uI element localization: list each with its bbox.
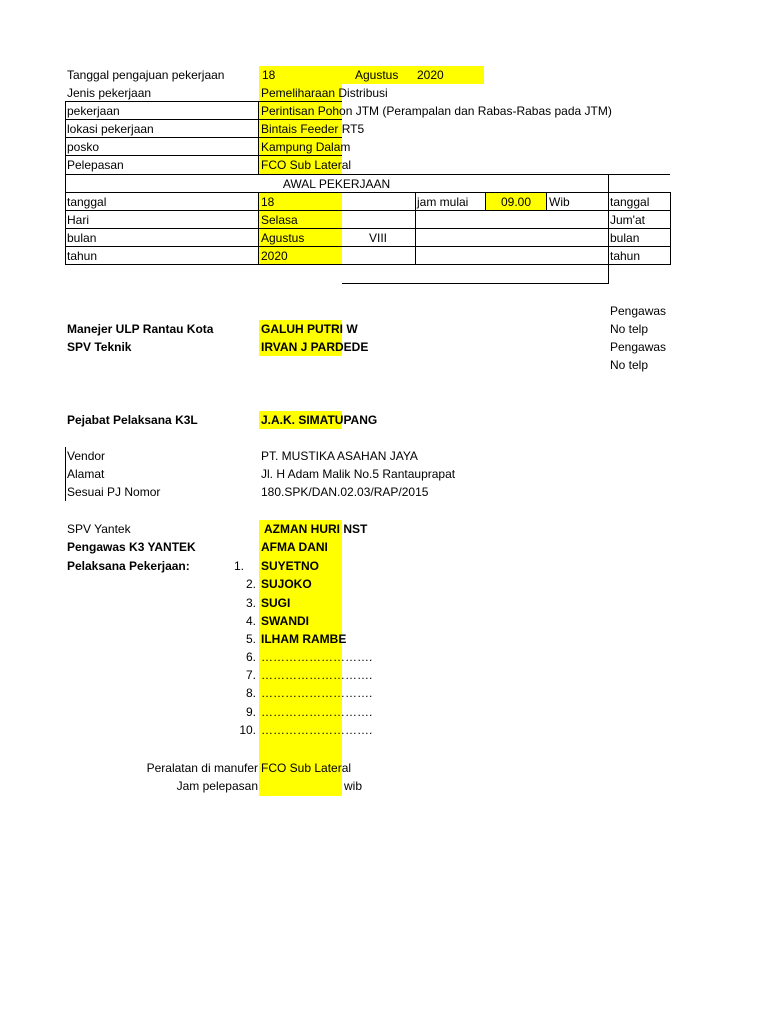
col-border	[258, 101, 259, 175]
lokasi-label: lokasi pekerjaan	[67, 122, 154, 136]
tahun-label: tahun	[67, 249, 98, 263]
worker-name: ILHAM RAMBE	[261, 632, 347, 646]
worker-num: 5.	[245, 632, 256, 646]
tahun-value: 2020	[261, 249, 288, 263]
akhir-tahun-label: tahun	[610, 249, 641, 263]
pekerjaan-label: pekerjaan	[67, 104, 120, 118]
worker-num: 1.	[233, 559, 244, 573]
pengawas-label-1: Pengawas	[610, 304, 667, 318]
wib-label: Wib	[549, 195, 570, 209]
jam-pelepasan-label: Jam pelepasan	[176, 779, 258, 793]
col-border	[670, 192, 671, 265]
worker-name: ……………………….	[261, 686, 373, 700]
col-border	[65, 101, 66, 265]
worker-name: ……………………….	[261, 723, 373, 737]
k3l-name: J.A.K. SIMATUPANG	[261, 413, 378, 427]
worker-name: SWANDI	[261, 614, 309, 628]
awal-tanggal-value: 18	[261, 195, 275, 209]
spv-yantek-name: AZMAN HURI NST	[264, 522, 368, 536]
akhir-hari-value: Jum'at	[610, 213, 645, 227]
worker-name: ……………………….	[261, 668, 373, 682]
bulan-roman: VIII	[369, 231, 388, 245]
row-border	[65, 264, 670, 265]
vendor-border	[65, 447, 66, 501]
worker-name: SUGI	[261, 596, 291, 610]
awal-tanggal-label: tanggal	[67, 195, 107, 209]
pelaksana-label: Pelaksana Pekerjaan:	[67, 559, 190, 573]
col-border	[546, 192, 547, 211]
worker-num: 4.	[245, 614, 256, 628]
worker-name: SUJOKO	[261, 577, 312, 591]
jenis-label: Jenis pekerjaan	[67, 86, 152, 100]
alamat-value: Jl. H Adam Malik No.5 Rantauprapat	[261, 467, 456, 481]
highlight-jam-pelepasan	[259, 777, 342, 795]
worker-num: 2.	[245, 577, 256, 591]
peralatan-value: FCO Sub Lateral	[261, 761, 352, 775]
worker-num: 3.	[245, 596, 256, 610]
worker-name: ……………………….	[261, 650, 373, 664]
bulan-label: bulan	[67, 231, 97, 245]
pj-nomor-label: Sesuai PJ Nomor	[67, 485, 161, 499]
col-border	[258, 192, 259, 265]
tanggal-month: Agustus	[355, 68, 399, 82]
spv-teknik-label: SPV Teknik	[67, 340, 132, 354]
worker-num: 9.	[245, 705, 256, 719]
pengawas-label-2: Pengawas	[610, 340, 667, 354]
jam-mulai-value: 09.00	[500, 195, 532, 209]
pelepasan-value: FCO Sub Lateral	[261, 158, 352, 172]
worker-num: 10.	[239, 723, 256, 737]
akhir-bulan-label: bulan	[610, 231, 640, 245]
posko-label: posko	[67, 140, 100, 154]
tanggal-day: 18	[262, 68, 276, 82]
awal-pekerjaan-title: AWAL PEKERJAAN	[282, 177, 391, 191]
col-border	[608, 174, 609, 284]
lokasi-value: Bintais Feeder RT5	[261, 122, 365, 136]
col-border	[415, 192, 416, 265]
jenis-value: Pemeliharaan Distribusi	[261, 86, 388, 100]
bulan-value: Agustus	[261, 231, 305, 245]
worker-num: 7.	[245, 668, 256, 682]
k3l-label: Pejabat Pelaksana K3L	[67, 413, 198, 427]
pengawas-k3-label: Pengawas K3 YANTEK	[67, 540, 196, 554]
spv-teknik-name: IRVAN J PARDEDE	[261, 340, 369, 354]
no-telp-label-1: No telp	[610, 322, 649, 336]
jam-mulai-label: jam mulai	[417, 195, 469, 209]
pengawas-k3-name: AFMA DANI	[261, 540, 328, 554]
worker-name: ……………………….	[261, 705, 373, 719]
peralatan-label: Peralatan di manufer	[146, 761, 258, 775]
posko-value: Kampung Dalam	[261, 140, 351, 154]
pekerjaan-value: Perintisan Pohon JTM (Perampalan dan Rabas-Rabas pada JTM)	[261, 104, 612, 118]
spv-yantek-label: SPV Yantek	[67, 522, 131, 536]
vendor-label: Vendor	[67, 449, 106, 463]
no-telp-label-2: No telp	[610, 358, 649, 372]
hari-value: Selasa	[261, 213, 298, 227]
row-border	[342, 283, 608, 284]
tanggal-year: 2020	[417, 68, 444, 82]
pelepasan-label: Pelepasan	[67, 158, 124, 172]
worker-num: 6.	[245, 650, 256, 664]
hari-label: Hari	[67, 213, 90, 227]
row-border	[65, 210, 670, 211]
worker-num: 8.	[245, 686, 256, 700]
manager-label: Manejer ULP Rantau Kota	[67, 322, 214, 336]
tanggal-label: Tanggal pengajuan pekerjaan	[67, 68, 225, 82]
row-border	[65, 228, 670, 229]
row-border	[65, 246, 670, 247]
manager-name: GALUH PUTRI W	[261, 322, 358, 336]
akhir-tanggal-label: tanggal	[610, 195, 650, 209]
alamat-label: Alamat	[67, 467, 105, 481]
worker-name: SUYETNO	[261, 559, 320, 573]
jam-pelepasan-unit: wib	[344, 779, 363, 793]
pj-nomor-value: 180.SPK/DAN.02.03/RAP/2015	[261, 485, 429, 499]
vendor-value: PT. MUSTIKA ASAHAN JAYA	[261, 449, 418, 463]
